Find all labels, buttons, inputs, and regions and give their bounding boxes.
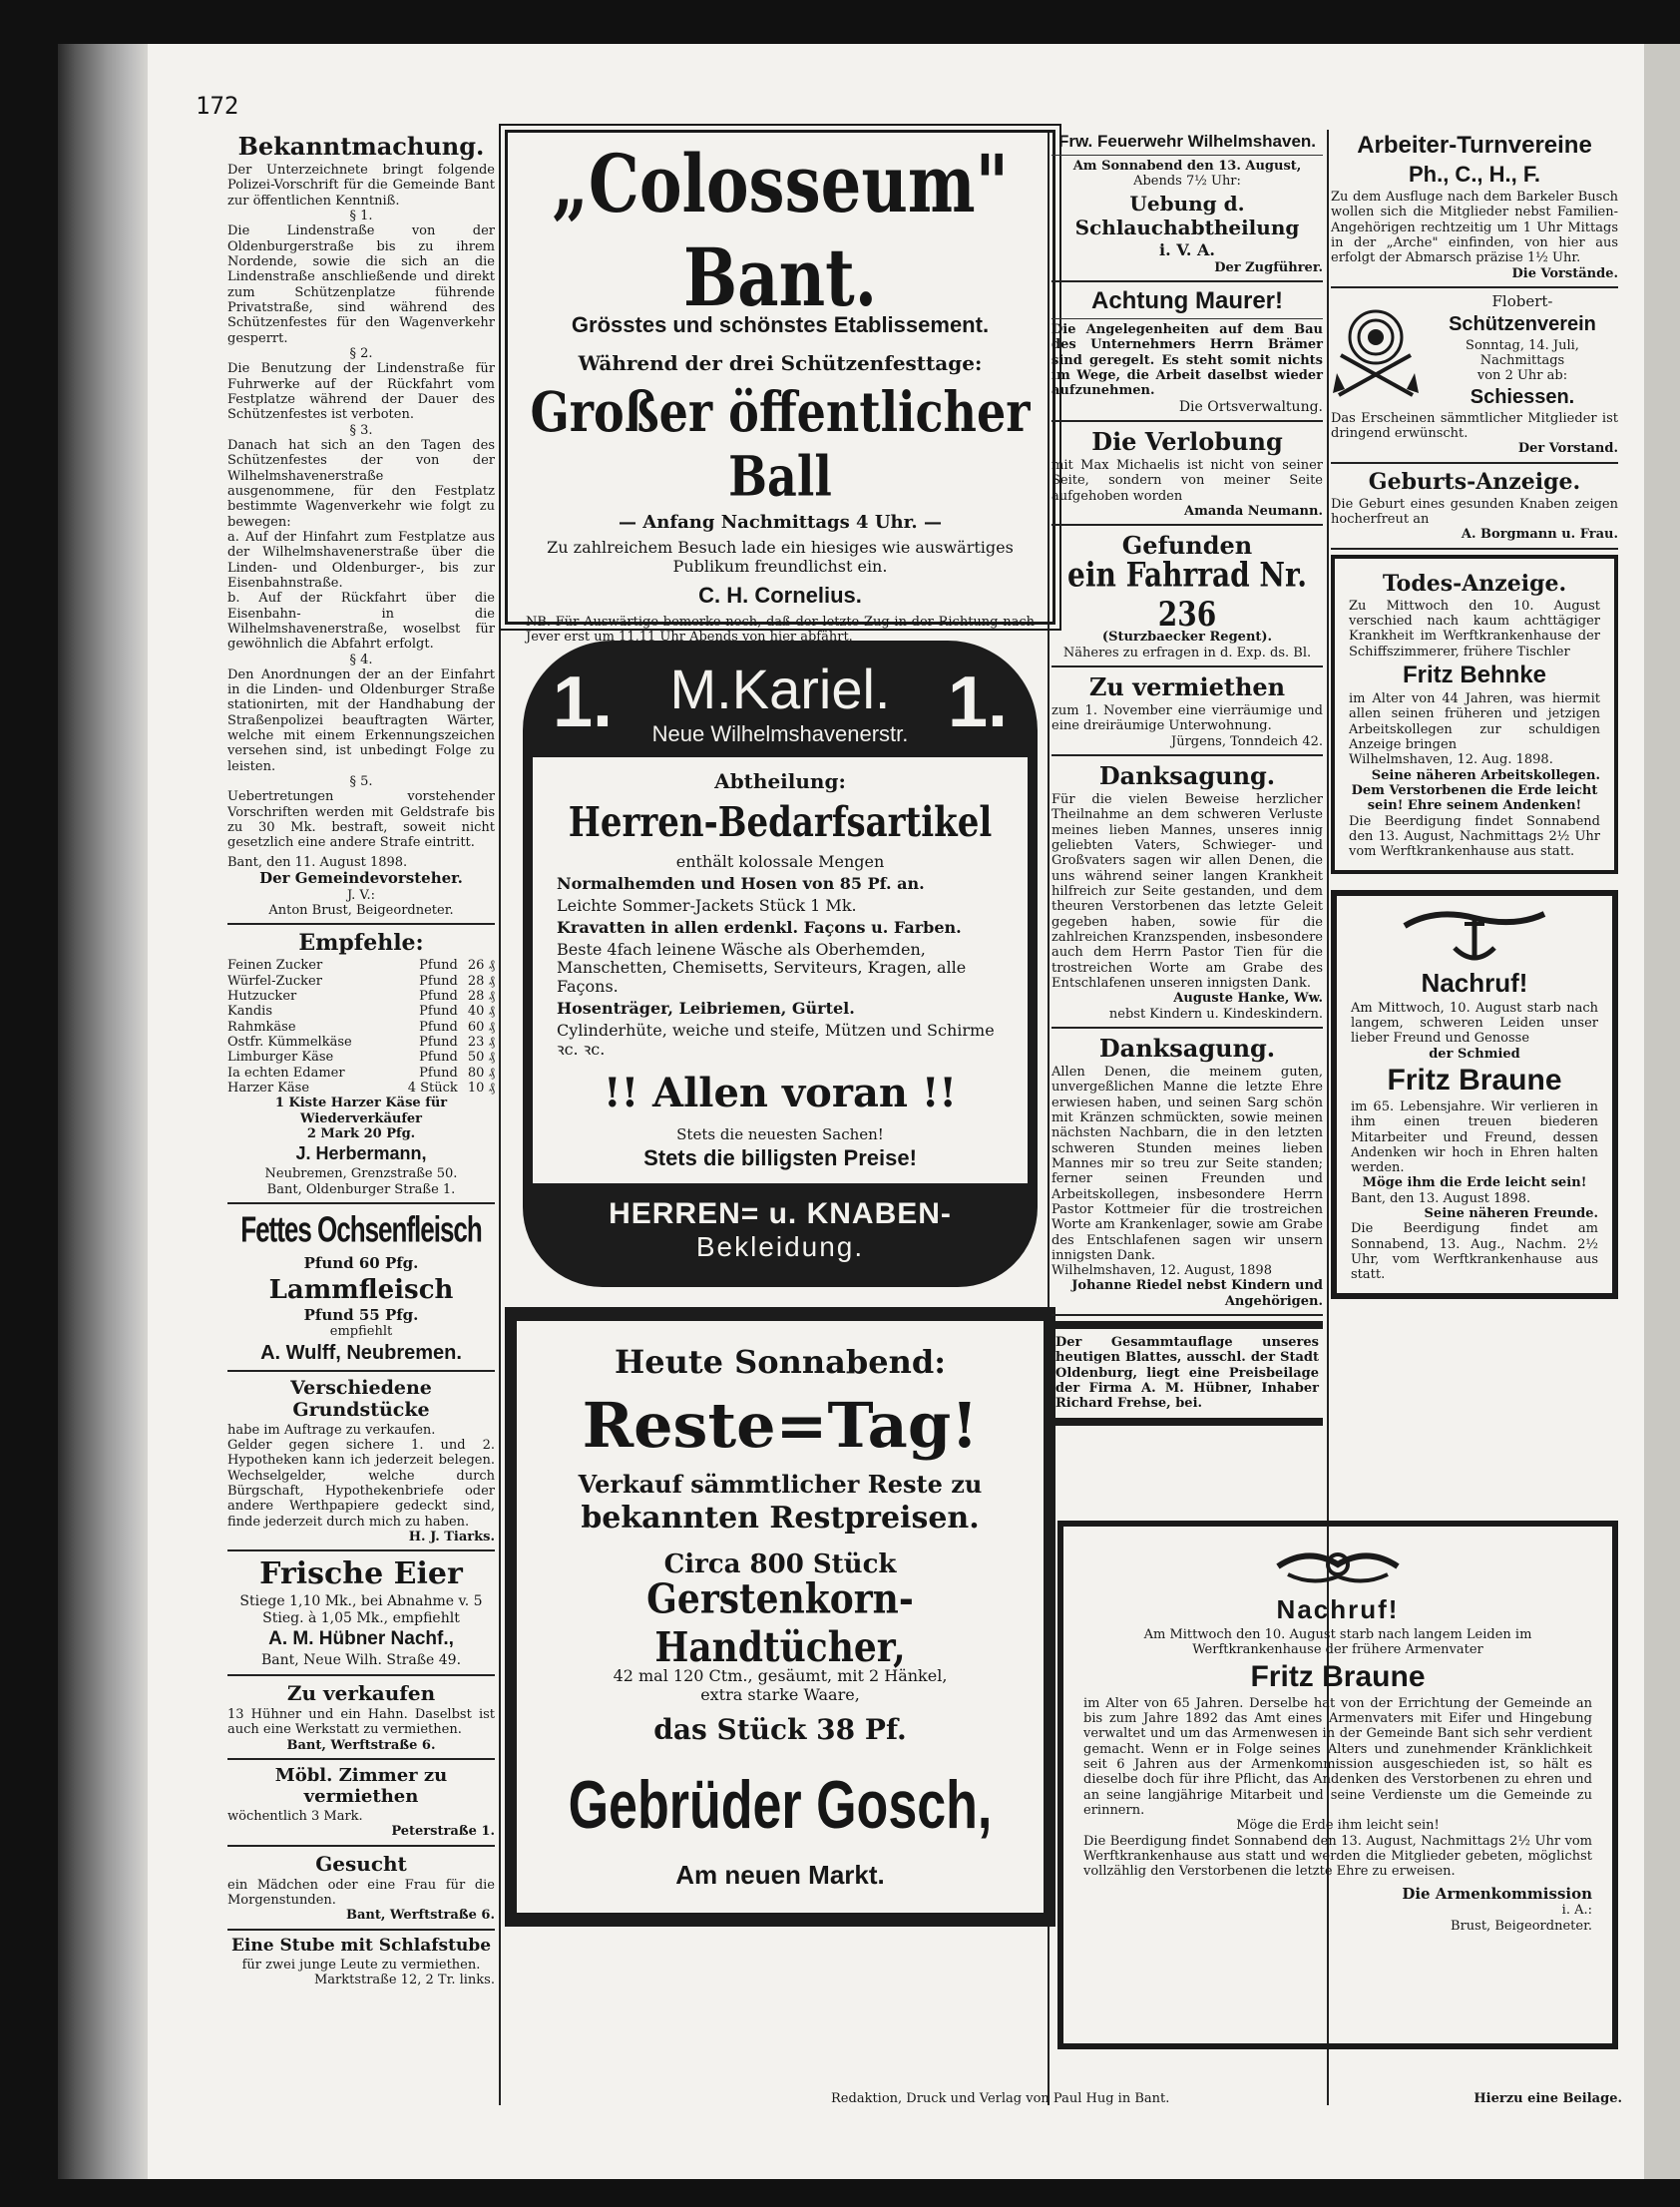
ochsen-title: Fettes Ochsenfleisch: [240, 1207, 482, 1250]
colosseum-sub: Grösstes und schönstes Etablissement.: [571, 312, 990, 337]
paragraph: mit Max Michaelis ist nicht von seiner Seite, sondern von meiner Seite aufgehoben worden: [1051, 458, 1323, 504]
gefunden-brand: (Sturzbaecker Regent).: [1101, 630, 1273, 646]
danksagung-1: [1051, 761, 1323, 1022]
kariel-abteilung: Abtheilung:: [714, 769, 846, 793]
anchor-icon: [1395, 906, 1554, 966]
nachruf-big-wish: Möge die Erde ihm leicht sein!: [1236, 1818, 1440, 1834]
paragraph: Stiege 1,10 Mk., bei Abnahme v. 5 Stieg. à 1,05 Mk., empfiehlt: [239, 1593, 483, 1626]
grund-title: Verschiedene Grundstücke: [290, 1376, 432, 1421]
colosseum-during: Während der drei Schützenfesttage:: [578, 351, 983, 375]
price-item-name: Feinen Zucker: [227, 958, 323, 974]
section-mark: § 3.: [349, 422, 373, 438]
price-item-name: Rahmkäse: [227, 1019, 296, 1035]
maurer-title: Achtung Maurer!: [1091, 286, 1283, 314]
price-item-name: Limburger Käse: [227, 1050, 334, 1066]
nachruf-name: Fritz Braune: [1387, 1063, 1562, 1097]
wreath-icon: [1268, 1537, 1408, 1592]
reste-detail1: 42 mal 120 Ctm., gesäumt, mit 2 Hänkel,: [613, 1666, 948, 1686]
kariel-number-left: 1.: [553, 662, 614, 742]
thin-rule: [1051, 318, 1323, 319]
price-item-price: 28 ₰: [467, 989, 495, 1005]
signature: Seine näheren Arbeitskollegen.: [1371, 767, 1600, 783]
danksagung-title: Danksagung.: [1098, 760, 1276, 790]
signature: i. A.:: [1561, 1903, 1592, 1919]
paragraph: zum 1. November eine vierräumige und eine dreiräumige Unterwohnung.: [1051, 702, 1323, 734]
kariel-voran: !! Allen voran !!: [604, 1069, 957, 1116]
divider: [227, 923, 495, 925]
reste-circa: Circa 800 Stück: [663, 1549, 897, 1580]
kariel-foot1: HERREN= u. KNABEN-: [609, 1197, 952, 1231]
price-item-name: Harzer Käse: [227, 1081, 310, 1097]
kariel-neuesten: Stets die neuesten Sachen!: [676, 1124, 884, 1143]
geburt-ad: [1331, 469, 1618, 543]
divider: [227, 1370, 495, 1372]
divider: [227, 1202, 495, 1204]
gesucht-title: Gesucht: [315, 1851, 407, 1876]
address: Neubremen, Grenzstraße 50.: [264, 1166, 458, 1182]
divider: [1051, 420, 1323, 422]
date-line: Wilhelmshaven, 12. August, 1898: [1051, 1263, 1272, 1279]
kariel-ad: [505, 641, 1055, 1287]
section-mark: § 2.: [349, 345, 373, 361]
beilage-text: Der Gesammtauflage unseres heutigen Blattes, ausschl. der Stadt Oldenburg, liegt eine Preisbeilage der Firma A. M. Hübner, Inhaber Richard Frehse, bei.: [1055, 1335, 1319, 1412]
paragraph: Den Anordnungen der an der Einfahrt in die Linden- und Oldenburger Straße stationirten, mit der Handhabung der Straßenpolizei beauftragten Wärter, welche mit einem Erkennungszeichen versehen sind, ist unbedingt Folge zu leisten.: [227, 666, 495, 774]
paragraph: Das Erscheinen sämmtlicher Mitglieder ist dringend erwünscht.: [1331, 410, 1618, 441]
divider: [227, 1845, 495, 1847]
colosseum-sign: C. H. Cornelius.: [698, 582, 862, 608]
kariel-number-right: 1.: [947, 662, 1008, 742]
gefunden-title: Gefunden: [1121, 531, 1253, 561]
address: Peterstraße 1.: [391, 1824, 495, 1840]
iv-line: J. V.:: [346, 887, 376, 903]
price-list: [227, 958, 495, 1096]
divider: [1051, 524, 1323, 526]
signature: Die Armenkommission: [1402, 1884, 1592, 1903]
signature: nebst Kindern u. Kindeskindern.: [1108, 1006, 1323, 1022]
address: Bant, Neue Wilh. Straße 49.: [260, 1652, 462, 1669]
feuerwehr-uebung: Uebung d. Schlauchabtheilung: [1074, 191, 1300, 239]
signature: Anton Brust, Beigeordneter.: [268, 903, 454, 919]
price-item-name: Kandis: [227, 1004, 272, 1020]
todes-name: Fritz Behnke: [1402, 661, 1547, 688]
divider: [1051, 754, 1323, 756]
divider: [1331, 548, 1618, 550]
divider: [1051, 1027, 1323, 1029]
price-row: [227, 989, 495, 1004]
divider: [227, 1929, 495, 1931]
price-item-price: 80 ₰: [467, 1065, 495, 1081]
gefunden-fahrrad: ein Fahrrad Nr. 236: [1067, 555, 1307, 635]
reste-addr: Am neuen Markt.: [675, 1860, 885, 1891]
paragraph: Die Angelegenheiten auf dem Bau des Unternehmers Herrn Brämer sind geregelt. Es steht somit nichts im Wege, die Arbeit daselbst wieder aufzunehmen.: [1051, 321, 1323, 399]
reste-title: Reste=Tag!: [582, 1389, 979, 1463]
kariel-header-row: [553, 657, 1008, 747]
kariel-item: Cylinderhüte, weiche und steife, Mützen und Schirme ꝛc. ꝛc.: [557, 1021, 995, 1059]
price-item-price: 23 ₰: [467, 1035, 495, 1051]
signature: H. J. Tiarks.: [408, 1530, 495, 1545]
maurer-ad: [1051, 287, 1323, 415]
firm-name: A. M. Hübner Nachf.,: [268, 1628, 454, 1650]
column-4: [1331, 130, 1618, 1299]
todes-wish: Dem Verstorbenen die Erde leicht sein! Ehre seinem Andenken!: [1351, 782, 1598, 814]
price-item-name: Würfel-Zucker: [227, 973, 322, 989]
divider: [1051, 280, 1323, 282]
kariel-name: M.Kariel.: [669, 658, 891, 720]
price-item-unit: Pfund: [419, 1050, 458, 1066]
moebl-ad: [227, 1765, 495, 1840]
gefunden-info: Näheres zu erfragen in d. Exp. ds. Bl.: [1062, 645, 1312, 661]
price-item-name: Ostfr. Kümmelkäse: [227, 1035, 352, 1051]
feuerwehr-iva: i. V. A.: [1159, 239, 1215, 259]
price-item-price: 10 ₰: [467, 1081, 495, 1097]
price-row: [227, 1050, 495, 1065]
target-emblem: [1331, 293, 1427, 411]
flobert-title1: Flobert-: [1491, 291, 1553, 310]
colosseum-nb: NB. Für Auswärtige bemerke noch, daß der letzte Zug in der Richtung nach Jever erst um 11,11 Uhr Abends von hier abfährt.: [526, 614, 1035, 645]
turn-sub: Ph., C., H., F.: [1408, 162, 1540, 187]
paragraph: Die Geburt eines gesunden Knaben zeigen hocherfreut an: [1331, 496, 1618, 527]
paragraph: Für die vielen Beweise herzlicher Theilnahme an dem schweren Verluste meines lieben Mannes, unseres innig geliebten Vaters, Schwieger- und Großvaters sagen wir allen Denen, die uns während seiner langen Krankheit hilfreich zur Seite gestanden, und dem theuren Verstorbenen das letzte Geleit gegeben haben, sowie für die zahlreichen Kranzspenden, insbesondere auch dem Herrn Pastor Tien für die trostreichen Worte am Grabe des Entschlafenen unseren innigsten Dank.: [1051, 791, 1323, 991]
todes-burial: Die Beerdigung findet Sonnabend den 13. August, Nachmittags 2½ Uhr vom Werftkrankenhause aus statt.: [1349, 813, 1600, 860]
price-row: [227, 958, 495, 973]
price-line: Pfund 55 Pfg.: [303, 1305, 419, 1324]
eier-ad: [227, 1556, 495, 1669]
colosseum-title: „Colosseum" Bant.: [552, 138, 1009, 325]
kariel-item: Kravatten in allen erdenkl. Façons u. Farben.: [557, 917, 962, 937]
newspaper-page: [148, 44, 1644, 2179]
address: Bant, Oldenburger Straße 1.: [266, 1181, 456, 1197]
paragraph: Zu dem Ausfluge nach dem Barkeler Busch wollen sich die Mitglieder nebst Familien-Angehörigen rechtzeitig um 1 Uhr Mittags in der „Arche" einfinden, von hier aus erfolgt der Abmarsch präzise 1½ Uhr.: [1331, 190, 1618, 266]
reste-firm: Gebrüder Gosch,: [568, 1768, 993, 1844]
price-row: [227, 974, 495, 989]
nachruf-big: [1057, 1521, 1618, 2049]
geburt-title: Geburts-Anzeige.: [1368, 468, 1581, 495]
paragraph: Am Mittwoch, 10. August starb nach langem, schweren Leiden unser lieber Freund und Genosse: [1351, 1000, 1598, 1047]
reste-inner: [517, 1321, 1044, 1913]
price-item-unit: 4 Stück: [407, 1081, 458, 1097]
nachruf-small: [1331, 890, 1618, 1299]
empfehle-ad: [227, 930, 495, 1197]
flobert-line: Sonntag, 14. Juli,: [1466, 337, 1579, 353]
colosseum-ball: Großer öffentlicher Ball: [530, 378, 1031, 509]
office-title: Der Gemeindevorsteher.: [259, 869, 463, 888]
empfiehlt: empfiehlt: [329, 1324, 393, 1340]
paragraph: Die Benutzung der Lindenstraße für Fuhrwerke auf der Rückfahrt vom Festplatze während der Dauer des Schützenfestes ist verboten.: [227, 361, 495, 423]
kariel-footer: [523, 1183, 1038, 1287]
book-binding: [58, 44, 150, 2179]
signature: A. Borgmann u. Frau.: [1461, 527, 1618, 543]
nachruf-burial: Die Beerdigung findet am Sonnabend, 13. Aug., Nachm. 2½ Uhr, vom Werftkrankenhause aus statt.: [1351, 1221, 1598, 1283]
kariel-item: Beste 4fach leinene Wäsche als Oberhemden, Manschetten, Chemisetts, Serviteurs, Kragen, alle Façons.: [557, 939, 967, 997]
todes-anzeige: [1331, 555, 1618, 874]
price-item-unit: Pfund: [419, 1065, 458, 1081]
price-row: [227, 1020, 495, 1035]
colosseum-start: — Anfang Nachmittags 4 Uhr. —: [619, 511, 942, 533]
nachruf-role: der Schmied: [1429, 1046, 1520, 1062]
flobert-line: von 2 Uhr ab:: [1476, 368, 1568, 384]
kariel-item: Hosenträger, Leibriemen, Gürtel.: [557, 999, 855, 1019]
feuerwehr-line: Abends 7½ Uhr:: [1133, 174, 1241, 190]
flobert-title2: Schützenverein: [1449, 312, 1596, 335]
lamm-title: Lammfleisch: [268, 1274, 454, 1305]
reste-heute: Heute Sonnabend:: [614, 1343, 947, 1382]
divider: [1331, 462, 1618, 464]
signature: Die Ortsverwaltung.: [1178, 398, 1323, 415]
price-row: [227, 1035, 495, 1050]
kariel-item: Leichte Sommer-Jackets Stück 1 Mk.: [557, 895, 857, 915]
price-row: [227, 1081, 495, 1096]
feuerwehr-ad: [1051, 132, 1323, 275]
paragraph: im Alter von 44 Jahren, was hiermit allen seinen früheren und jetzigen Arbeitskollegen zur schuldigen Anzeige bringen: [1349, 690, 1600, 752]
reste-ad: [505, 1307, 1055, 1927]
paragraph: im Alter von 65 Jahren. Derselbe hat von der Errichtung der Gemeinde an bis zum Jahre 1892 das Amt eines Armenvaters mit Eifer und Hingebung verwaltet und um das Armenwesen in der Gemeinde Bant sich sehr verdient gemacht. Wenn er in Folge seines Alters und zunehmender Kränklichkeit seit 6 Jahren aus der Armenkommission ausgeschieden ist, so hält es dieselbe doch für ihre Pflicht, das Andenken des Verstorbenen zu ehren und an seine langjährige Mitarbeit und seine Verdienste um die Gemeinde zu erinnern.: [1083, 1695, 1592, 1818]
paragraph: Zu Mittwoch den 10. August verschied nach kaum achttägiger Krankheit im Werftkrankenhause der Schiffszimmerer, frühere Tischler: [1349, 598, 1600, 660]
column-2: [505, 130, 1055, 1927]
gesucht-ad: [227, 1852, 495, 1924]
reste-detail2: extra starke Waare,: [700, 1685, 860, 1705]
firm-name: A. Wulff, Neubremen.: [260, 1341, 462, 1364]
kariel-herren: Herren-Bedarfsartikel: [568, 799, 993, 847]
danksagung-2: [1051, 1034, 1323, 1309]
colosseum-ad: [505, 130, 1055, 645]
date-line: Bant, den 13. August 1898.: [1351, 1190, 1531, 1206]
ochsenfleisch-ad: [227, 1207, 495, 1365]
verlobung-title: Die Verlobung: [1091, 427, 1283, 457]
paragraph: im 65. Lebensjahre. Wir verlieren in ihm einen treuen biederen Mitarbeiter und Freund, dessen Andenken wir hoch in Ehren halten werden.: [1351, 1099, 1598, 1176]
price-item-name: Ia echten Edamer: [227, 1065, 345, 1081]
date-line: Bant, den 11. August 1898.: [227, 854, 408, 870]
target-icon: [1331, 303, 1421, 403]
paragraph: Allen Denen, die meinem guten, unvergeßlichen Manne die letzte Ehre erwiesen haben, und seinen Sarg schön mit Kränzen schmückten, sowie meinen nächsten Nachbarn, die in den letzten schweren Stunden meines lieben Mannes mir so treu zur Seite standen; ferner seinen Freunden und Arbeitskollegen, insbesondere Herrn Pastor Kottmeier für die trostreichen Worte am Krankenlager, sowie am Grabe des Entschlafenen sagen wir unsern innigsten Dank.: [1051, 1064, 1323, 1263]
nachruf-big-name: Fritz Braune: [1250, 1659, 1426, 1693]
paragraph: a. Auf der Hinfahrt zum Festplatze aus der Wilhelmshavenerstraße über die Linden- und Oldenburger-, bis zur Eisenbahnstraße.: [227, 529, 495, 591]
price-item-price: 40 ₰: [467, 1004, 495, 1020]
colosseum-invite: Zu zahlreichem Besuch lade ein hiesiges wie auswärtiges Publikum freundlichst ein.: [547, 537, 1014, 576]
divider: [1051, 1314, 1323, 1316]
price-item-unit: Pfund: [419, 1004, 458, 1020]
footer-spacer: [227, 2091, 527, 2106]
nachruf-wish: Möge ihm die Erde leicht sein!: [1362, 1175, 1587, 1191]
signature: Brust, Beigeordneter.: [1451, 1918, 1592, 1934]
stube-title: Eine Stube mit Schlafstube: [230, 1935, 492, 1956]
grundstuecke-ad: [227, 1377, 495, 1545]
signature: Die Vorstände.: [1511, 265, 1618, 281]
kariel-enthaelt: enthält kolossale Mengen: [675, 852, 885, 871]
reste-verkauf1: Verkauf sämmtlicher Reste zu: [578, 1470, 983, 1500]
bekanntmachung: [227, 132, 495, 918]
section-mark: § 1.: [349, 208, 373, 223]
column-rule: [499, 130, 501, 2105]
kariel-address: Neue Wilhelmshavenerstr.: [651, 721, 909, 746]
turn-title: Arbeiter-Turnvereine: [1357, 132, 1592, 159]
address: Bant, Werftstraße 6.: [286, 1737, 436, 1753]
reste-tuch: Gerstenkorn-Handtücher,: [646, 1575, 914, 1672]
reste-price: das Stück 38 Pf.: [653, 1713, 907, 1747]
signature: Der Zugführer.: [1214, 259, 1323, 275]
verk-title: Zu verkaufen: [286, 1680, 436, 1705]
price-item-unit: Pfund: [419, 1035, 458, 1051]
kariel-name-block: [652, 657, 909, 747]
vermiethen-title: Zu vermiethen: [1088, 671, 1286, 701]
divider: [227, 1674, 495, 1676]
section-mark: § 4.: [349, 652, 373, 667]
paragraph: Die Lindenstraße von der Oldenburgerstraße bis zu ihrem Nordende, sowie die sich an die Lindenstraße anschließende und direkt zum Schützenplatze führende Privatstraße, sind während des Schützenfestes für den Wagenverkehr gesperrt.: [227, 223, 495, 346]
price-item-price: 28 ₰: [467, 973, 495, 989]
empfehle-title: Empfehle:: [298, 930, 424, 957]
page-edge: [1644, 44, 1680, 2179]
extra-price: 2 Mark 20 Pfg.: [306, 1126, 416, 1142]
paragraph: b. Auf der Rückfahrt über die Eisenbahn- in die Wilhelmshavenerstraße, woselbst für gewöhnlich die Abfahrt erfolgt.: [227, 591, 495, 653]
paragraph: habe im Auftrage zu verkaufen.: [227, 1422, 436, 1438]
gefunden-ad: [1051, 531, 1323, 661]
divider: [227, 1549, 495, 1551]
signature: Der Vorstand.: [1517, 441, 1618, 457]
column-3: [1051, 130, 1323, 1426]
price-item-price: 26 ₰: [467, 958, 495, 974]
price-item-name: Hutzucker: [227, 989, 297, 1005]
price-row: [227, 1004, 495, 1019]
paragraph: Gelder gegen sichere 1. und 2. Hypotheken kann ich jederzeit belegen. Wechselgelder, welche durch Bürgschaft, Hypothekenbriefe oder andere Werthpapiere gedeckt sind, finde jederzeit durch mich zu haben.: [227, 1438, 495, 1530]
moebl-title: Möbl. Zimmer zu vermiethen: [274, 1764, 448, 1807]
paragraph: Am Mittwoch den 10. August starb nach langem Leiden im Werftkrankenhause der frühere Armenvater: [1143, 1627, 1532, 1658]
divider: [227, 1758, 495, 1760]
address: Marktstraße 12, 2 Tr. links.: [313, 1972, 495, 1987]
price-item-unit: Pfund: [419, 989, 458, 1005]
kariel-billig: Stets die billigsten Preise!: [643, 1145, 917, 1171]
paragraph: 13 Hühner und ein Hahn. Daselbst ist auch eine Werkstatt zu vermiethen.: [227, 1706, 495, 1738]
flobert-schiessen: Schiessen.: [1470, 385, 1575, 408]
divider: [1051, 665, 1323, 667]
signature: Seine näheren Freunde.: [1424, 1206, 1598, 1222]
signature: Jürgens, Tonndeich 42.: [1171, 733, 1323, 749]
paragraph: Uebertretungen vorstehender Vorschriften werden mit Geldstrafe bis zu 30 Mk. bestraft, soweit nicht gesetzlich eine andere Strafe eintritt.: [227, 789, 495, 851]
address: Bant, Werftstraße 6.: [345, 1908, 495, 1924]
feuerwehr-title: Frw. Feuerwehr Wilhelmshaven.: [1057, 132, 1317, 151]
divider: [1331, 286, 1618, 288]
price-item-unit: Pfund: [419, 958, 458, 974]
paragraph: für zwei junge Leute zu vermiethen.: [241, 1957, 481, 1973]
verkaufen-ad: [227, 1681, 495, 1753]
stube-ad: [227, 1936, 495, 1988]
kariel-items: [557, 875, 1004, 1060]
flobert-line: Nachmittags: [1479, 352, 1565, 368]
flobert-ad: [1331, 293, 1618, 411]
kariel-item: Normalhemden und Hosen von 85 Pf. an.: [557, 873, 925, 893]
eier-title: Frische Eier: [259, 1556, 463, 1592]
page-number: 172: [196, 92, 239, 120]
vermiethen-ad: [1051, 672, 1323, 749]
paragraph: Die Beerdigung findet Sonnabend den 13. August, Nachmittags 2½ Uhr vom Werftkrankenhause aus statt und werden die Mitglieder gebeten, möglichst vollzählig den Verstorbenen die letzte Ehre zu erweisen.: [1083, 1833, 1592, 1880]
reste-verkauf2: bekannten Restpreisen.: [581, 1501, 980, 1537]
signature: Amanda Neumann.: [1184, 504, 1323, 519]
price-item-price: 60 ₰: [467, 1019, 495, 1035]
footer-beilage: Hierzu eine Beilage.: [1473, 2091, 1622, 2106]
kariel-header: [523, 641, 1038, 757]
price-item-price: 50 ₰: [467, 1050, 495, 1066]
bekanntmachung-intro: Der Unterzeichnete bringt folgende Polizei-Vorschrift für die Gemeinde Bant zur öffentlichen Kenntniß.: [227, 163, 495, 209]
todes-title: Todes-Anzeige.: [1382, 570, 1567, 597]
kariel-foot2: Bekleidung.: [695, 1231, 865, 1263]
turnvereine-ad: [1331, 132, 1618, 281]
section-mark: § 5.: [349, 774, 373, 790]
column-1: [227, 130, 495, 1987]
price-row: [227, 1066, 495, 1081]
extra-line: 1 Kiste Harzer Käse für Wiederverkäufer: [274, 1096, 448, 1126]
price-item-unit: Pfund: [419, 973, 458, 989]
signature: Auguste Hanke, Ww.: [1173, 991, 1323, 1007]
nachruf-title: Nachruf!: [1421, 967, 1528, 998]
thin-rule: [1051, 155, 1323, 156]
paragraph: wöchentlich 3 Mark.: [227, 1808, 363, 1824]
footer: [227, 2091, 1622, 2106]
firm-name: J. Herbermann,: [295, 1143, 427, 1164]
kariel-body: [523, 757, 1038, 1183]
flobert-text: [1427, 293, 1618, 411]
price-item-unit: Pfund: [419, 1019, 458, 1035]
price-line: Pfund 60 Pfg.: [303, 1254, 419, 1273]
footer-imprint: Redaktion, Druck und Verlag von Paul Hug in Bant.: [831, 2091, 1170, 2106]
signature: Johanne Riedel nebst Kindern und Angehörigen.: [1071, 1278, 1323, 1309]
paragraph: ein Mädchen oder eine Frau für die Morgenstunden.: [227, 1877, 495, 1908]
beilage-notice: [1051, 1321, 1323, 1426]
feuerwehr-line: Am Sonnabend den 13. August,: [1072, 159, 1302, 174]
date-line: Wilhelmshaven, 12. Aug. 1898.: [1349, 752, 1553, 768]
nachruf-big-title: Nachruf!: [1276, 1594, 1400, 1624]
bekanntmachung-title: Bekanntmachung.: [237, 132, 485, 161]
paragraph: Danach hat sich an den Tagen des Schützenfestes der von der Wilhelmshavenerstraße ausgenommene, für den Festplatz bestimmte Wagenverkehr wie folgt zu bewegen:: [227, 437, 495, 530]
danksagung-title: Danksagung.: [1098, 1033, 1276, 1063]
verlobung-ad: [1051, 427, 1323, 519]
